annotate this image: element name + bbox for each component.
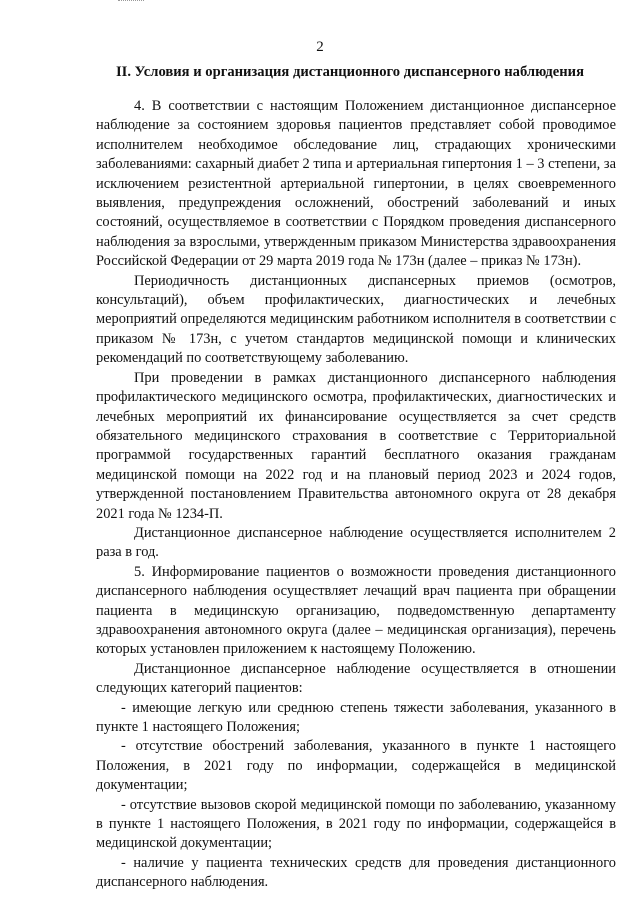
list-item: - отсутствие обострений заболевания, указанного в пункте 1 настоящего Положения, в 2021 году по информации, содержащейся в медицинской документации; [96,738,616,794]
list-item: - наличие у пациента технических средств для проведения дистанционного диспансерного наблюдения. [96,854,616,891]
paragraph-item-5: 5. Информирование пациентов о возможности проведения дистанционного диспансерного наблюдения осуществляет лечащий врач пациента при обращении пациента в медицинскую организацию, подведомственную департаменту здравоохранения автономного округа (далее – медицинская организация), перечень которых установлен приложением к настоящему Положению. [96,563,616,658]
paragraph-periodicity: Периодичность дистанционных диспансерных приемов (осмотров, консультаций), объем профилактических, диагностических и лечебных мероприятий определяются медицинским работником исполнителя в соответствии с приказом № 173н, с учетом стандартов медицинской помощи и клинических рекомендаций по соответствующему заболеванию. [96,272,616,367]
page-number: 2 [316,39,324,55]
list-item: - отсутствие вызовов скорой медицинской помощи по заболеванию, указанному в пункте 1 настоящего Положения, в 2021 году по информации, содержащейся в медицинской документации; [96,796,616,852]
list-item: - имеющие легкую или среднюю степень тяжести заболевания, указанного в пункте 1 настоящего Положения; [96,699,616,735]
paragraph-item-4: 4. В соответствии с настоящим Положением дистанционное диспансерное наблюдение за состоянием здоровья пациентов представляет собой проводимое исполнителем необходимое обследование лиц, страдающих хроническими заболеваниями: сахарный диабет 2 типа и артериальная гипертония 1 – 3 степени, за исключением резистентной артериальной гипертонии, в целях своевременного выявления, предупреждения осложнений, обострений заболеваний и иных состояний, осуществляемое в соответствии с Порядком проведения диспансерного наблюдения за взрослыми, утвержденным приказом Министерства здравоохранения Российской Федерации от 29 марта 2019 года № 173н (далее – приказ № 173н). [96,98,616,270]
paragraph-financing: При проведении в рамках дистанционного диспансерного наблюдения профилактического медицинского осмотра, профилактических, диагностических и лечебных мероприятий их финансирование осуществляется за счет средств обязательного медицинского страхования в соответствие с Территориальной программой государственных гарантий бесплатного оказания гражданам медицинской помощи на 2022 год и на плановый период 2023 и 2024 годов, утвержденной постановлением Правительства автономного округа от 28 декабря 2021 года № 1234-П. [96,369,616,522]
paragraph-frequency: Дистанционное диспансерное наблюдение осуществляется исполнителем 2 раза в год. [96,524,616,561]
document-body [96,97,616,893]
paragraph-categories-intro: Дистанционное диспансерное наблюдение осуществляется в отношении следующих категорий пациентов: [96,660,616,697]
scan-edge-mark [118,0,144,3]
section-heading: II. Условия и организация дистанционного диспансерного наблюдения [116,64,584,80]
